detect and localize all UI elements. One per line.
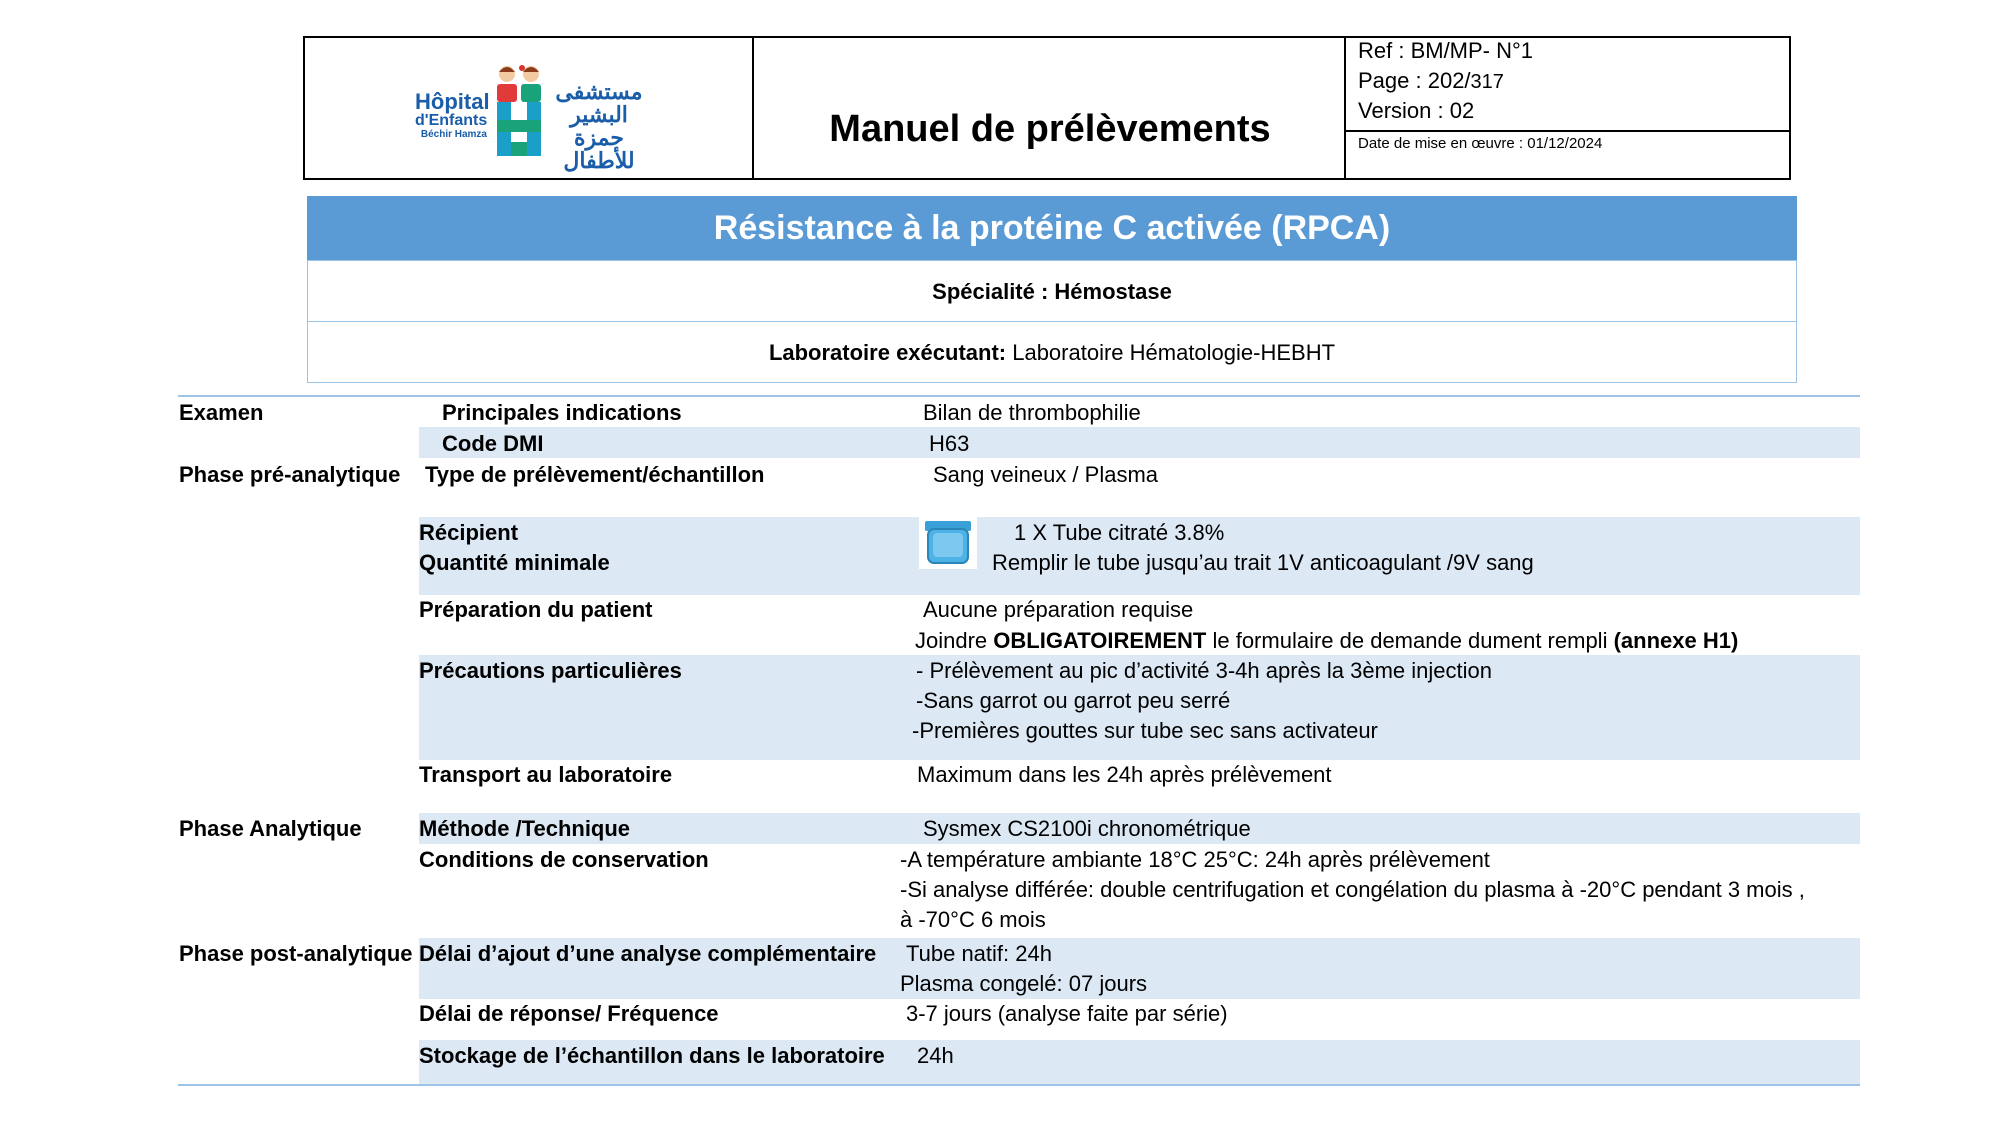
value-stockage: 24h: [917, 1043, 954, 1068]
ref-number: Ref : BM/MP- N°1: [1358, 38, 1534, 63]
value-conservation-2: -Si analyse différée: double centrifugation et congélation du plasma à -20°C pendant 3 mois ,: [900, 877, 1805, 902]
title-cell: [754, 38, 1346, 178]
value-conservation-1: -A température ambiante 18°C 25°C: 24h après prélèvement: [900, 847, 1490, 872]
value-transport: Maximum dans les 24h après prélèvement: [917, 762, 1332, 787]
label-quantite: Quantité minimale: [419, 550, 610, 575]
label-recipient: Récipient: [419, 520, 519, 545]
logo-ar-line2: البشير حمزة: [570, 102, 628, 151]
value-preparation-1: Aucune préparation requise: [923, 597, 1194, 622]
value-conservation-3: à -70°C 6 mois: [900, 907, 1046, 932]
lab-label: Laboratoire exécutant:: [768, 340, 1007, 365]
value-indications: Bilan de thrombophilie: [923, 400, 1141, 425]
logo-fr-line3: Béchir Hamza: [420, 128, 487, 140]
page-total: 317: [1470, 71, 1504, 93]
citrate-tube-icon: [919, 517, 977, 569]
logo-fr-line2: d'Enfants: [415, 112, 488, 130]
logo-cell: [305, 38, 754, 178]
table-bottom-rule: [178, 1084, 1860, 1086]
label-precautions: Précautions particulières: [419, 658, 682, 683]
value-delai-ajout-2: Plasma congelé: 07 jours: [900, 971, 1148, 996]
phase-analytique: Phase Analytique: [179, 816, 362, 841]
reference-cell: [1346, 38, 1789, 178]
label-code-dmi: Code DMI: [442, 431, 544, 456]
value-quantite: Remplir le tube jusqu’au trait 1V anticoagulant /9V sang: [992, 550, 1534, 575]
logo-ar-line1: مستشفى: [555, 79, 643, 104]
specialty-label: Spécialité : Hémostase: [932, 279, 1172, 304]
prep-annex: (annexe H1): [1613, 628, 1739, 653]
kids-emblem-icon: [491, 62, 549, 160]
label-type-prelevement: Type de prélèvement/échantillon: [425, 462, 765, 487]
label-indications: Principales indications: [442, 400, 682, 425]
hospital-logo: [415, 62, 645, 174]
logo-fr-line1: Hôpital: [415, 89, 490, 114]
table-top-rule: [178, 395, 1860, 397]
label-methode: Méthode /Technique: [419, 816, 631, 841]
band-code-dmi: [419, 427, 1860, 458]
value-methode: Sysmex CS2100i chronométrique: [923, 816, 1251, 841]
phase-pre-analytique: Phase pré-analytique: [179, 462, 401, 487]
value-recipient: 1 X Tube citraté 3.8%: [1014, 520, 1225, 545]
prep-form: le formulaire de demande dument rempli: [1206, 628, 1614, 653]
prep-join: Joindre: [915, 628, 994, 653]
value-code-dmi: H63: [929, 431, 970, 456]
value-delai-ajout-1: Tube natif: 24h: [906, 941, 1052, 966]
value-preparation-2: [915, 628, 1738, 654]
version-number: Version : 02: [1358, 98, 1475, 123]
label-preparation: Préparation du patient: [419, 597, 653, 622]
value-delai-reponse: 3-7 jours (analyse faite par série): [906, 1001, 1228, 1026]
document-header: [303, 36, 1791, 180]
label-delai-ajout: Délai d’ajout d’une analyse complémentaire: [419, 941, 877, 966]
label-delai-reponse: Délai de réponse/ Fréquence: [419, 1001, 719, 1026]
prep-mandatory: OBLIGATOIREMENT: [993, 628, 1207, 653]
value-precautions-3: -Premières gouttes sur tube sec sans activateur: [912, 718, 1378, 743]
logo-ar-line3: للأطفال: [563, 148, 635, 174]
value-type-prelevement: Sang veineux / Plasma: [933, 462, 1159, 487]
page-number: [1358, 68, 1504, 94]
phase-post-analytique: Phase post-analytique: [179, 941, 413, 966]
page-current: Page : 202/: [1358, 68, 1471, 93]
phase-examen: Examen: [179, 400, 264, 425]
document-title: Manuel de prélèvements: [829, 108, 1271, 150]
lab-row: [307, 321, 1797, 383]
logo-arabic-text: [553, 80, 645, 172]
label-conservation: Conditions de conservation: [419, 847, 709, 872]
logo-french-text: [415, 89, 490, 140]
label-stockage: Stockage de l’échantillon dans le laboratoire: [419, 1043, 885, 1068]
lab-value: Laboratoire Hématologie-HEBHT: [1006, 340, 1336, 365]
label-transport: Transport au laboratoire: [419, 762, 673, 787]
value-precautions-1: - Prélèvement au pic d’activité 3-4h après la 3ème injection: [916, 658, 1492, 683]
implementation-date: Date de mise en œuvre : 01/12/2024: [1358, 135, 1603, 152]
value-precautions-2: -Sans garrot ou garrot peu serré: [916, 688, 1231, 713]
exam-title-banner: Résistance à la protéine C activée (RPCA): [307, 196, 1797, 260]
specialty-row: [307, 260, 1797, 322]
header-divider: [1346, 130, 1789, 132]
